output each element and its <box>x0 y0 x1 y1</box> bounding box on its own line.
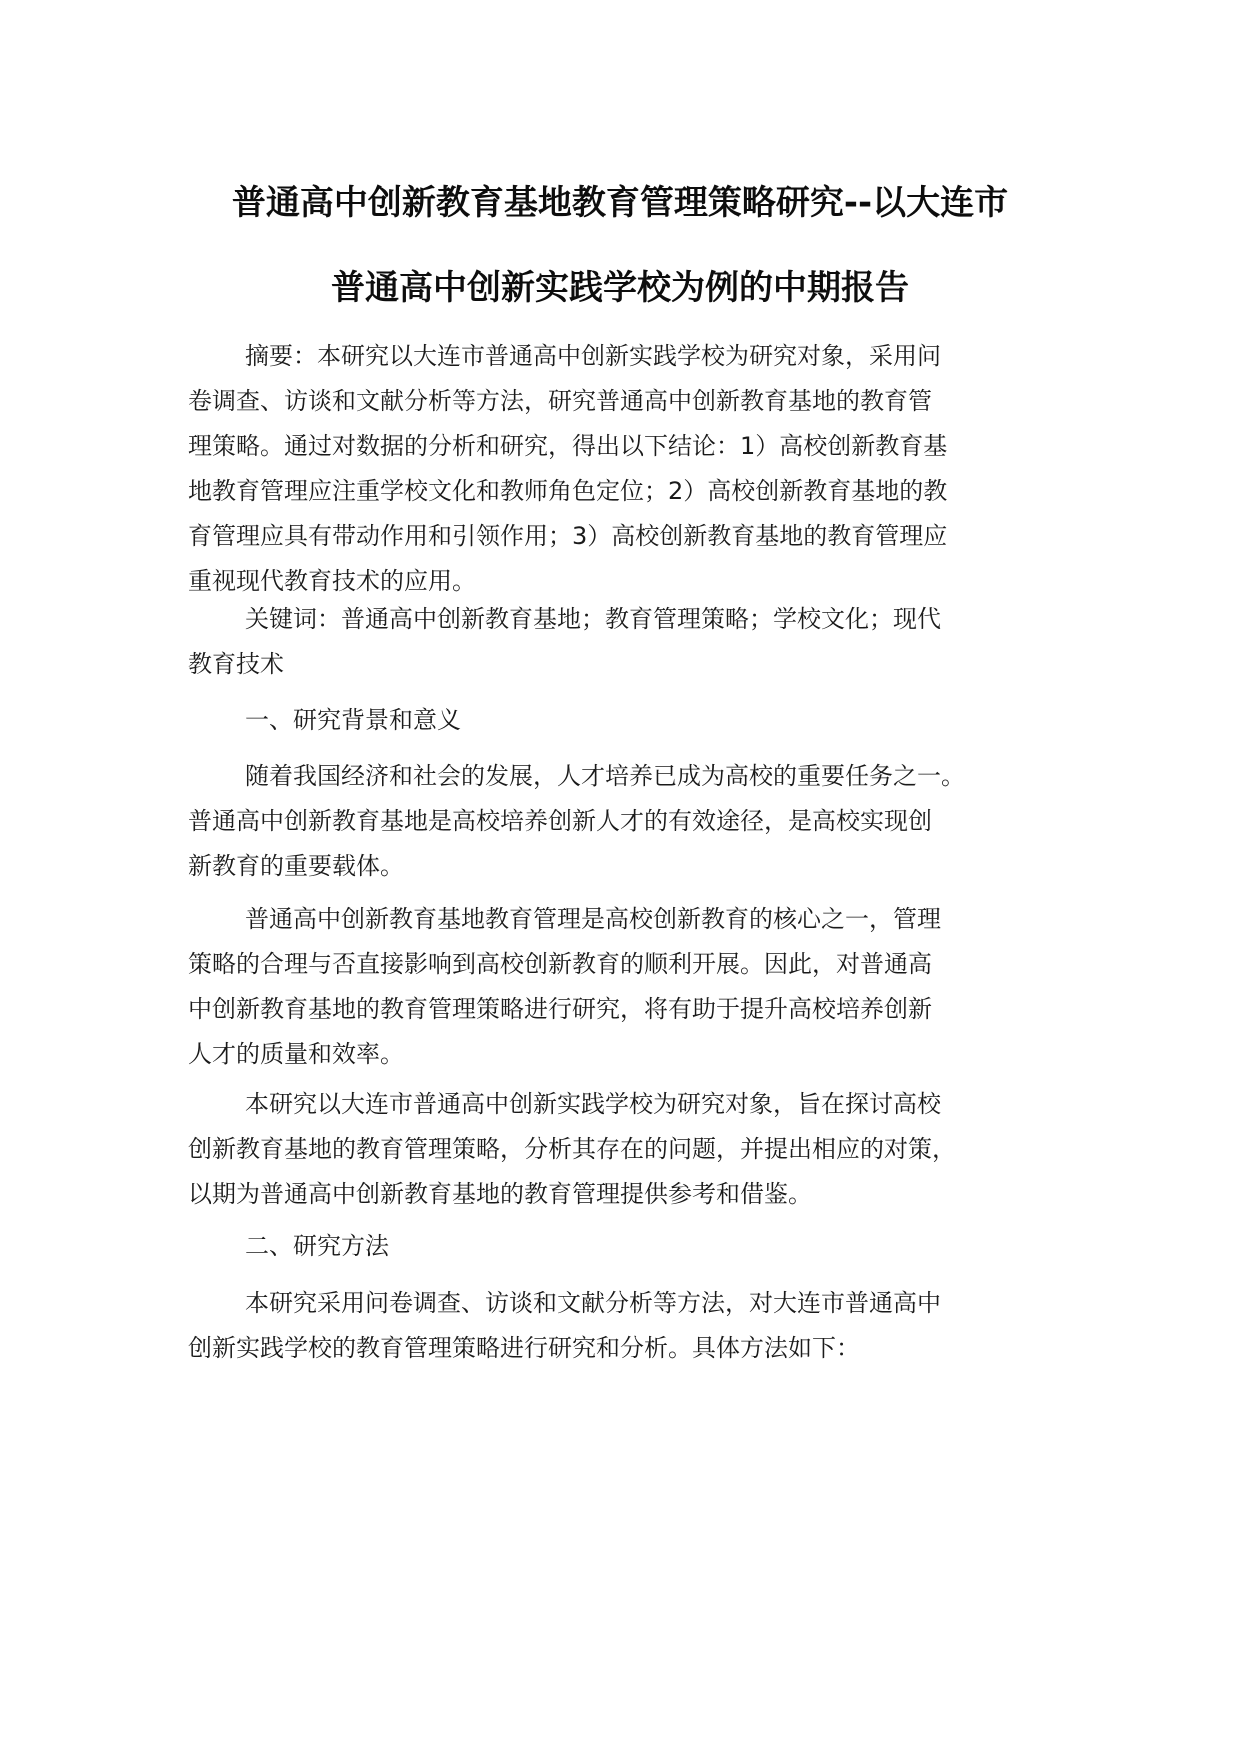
abstract-paragraph <box>188 334 1088 604</box>
paragraph-line: 育管理应具有带动作用和引领作用；3）高校创新教育基地的教育管理应 <box>188 522 948 550</box>
document-title-line-2: 普通高中创新实践学校为例的中期报告 <box>331 268 909 308</box>
body-paragraph <box>188 1281 1088 1371</box>
paragraph-line: 教育技术 <box>188 650 284 678</box>
section-heading-1 <box>188 698 1088 743</box>
paragraph-line: 普通高中创新教育基地教育管理是高校创新教育的核心之一，管理 <box>245 905 941 933</box>
section-heading-2 <box>188 1224 1088 1269</box>
paragraph-line: 策略的合理与否直接影响到高校创新教育的顺利开展。因此，对普通高 <box>188 950 932 978</box>
paragraph-line: 理策略。通过对数据的分析和研究，得出以下结论：1）高校创新教育基 <box>188 432 948 460</box>
paragraph-line: 创新实践学校的教育管理策略进行研究和分析。具体方法如下： <box>188 1334 860 1362</box>
paragraph-line: 随着我国经济和社会的发展，人才培养已成为高校的重要任务之一。 <box>245 762 965 790</box>
paragraph-line: 普通高中创新教育基地是高校培养创新人才的有效途径，是高校实现创 <box>188 807 932 835</box>
paragraph-line: 本研究采用问卷调查、访谈和文献分析等方法，对大连市普通高中 <box>245 1289 941 1317</box>
paragraph-line: 人才的质量和效率。 <box>188 1040 404 1068</box>
paragraph-line: 关键词：普通高中创新教育基地；教育管理策略；学校文化；现代 <box>245 605 941 633</box>
section-heading-text: 一、研究背景和意义 <box>245 706 461 734</box>
paragraph-line: 新教育的重要载体。 <box>188 852 404 880</box>
paragraph-line: 创新教育基地的教育管理策略，分析其存在的问题，并提出相应的对策， <box>188 1135 956 1163</box>
paragraph-line: 中创新教育基地的教育管理策略进行研究，将有助于提升高校培养创新 <box>188 995 932 1023</box>
keywords-paragraph <box>188 597 1088 687</box>
paragraph-line: 摘要：本研究以大连市普通高中创新实践学校为研究对象，采用问 <box>245 342 941 370</box>
body-paragraph <box>188 754 1088 889</box>
paragraph-line: 重视现代教育技术的应用。 <box>188 567 476 595</box>
body-paragraph <box>188 1082 1088 1217</box>
paragraph-line: 地教育管理应注重学校文化和教师角色定位；2）高校创新教育基地的教 <box>188 477 948 505</box>
paragraph-line: 以期为普通高中创新教育基地的教育管理提供参考和借鉴。 <box>188 1180 812 1208</box>
paragraph-line: 卷调查、访谈和文献分析等方法，研究普通高中创新教育基地的教育管 <box>188 387 932 415</box>
section-heading-text: 二、研究方法 <box>245 1232 389 1260</box>
paragraph-line: 本研究以大连市普通高中创新实践学校为研究对象，旨在探讨高校 <box>245 1090 941 1118</box>
document-title-line-1: 普通高中创新教育基地教育管理策略研究--以大连市 <box>231 183 1009 223</box>
body-paragraph <box>188 897 1088 1077</box>
